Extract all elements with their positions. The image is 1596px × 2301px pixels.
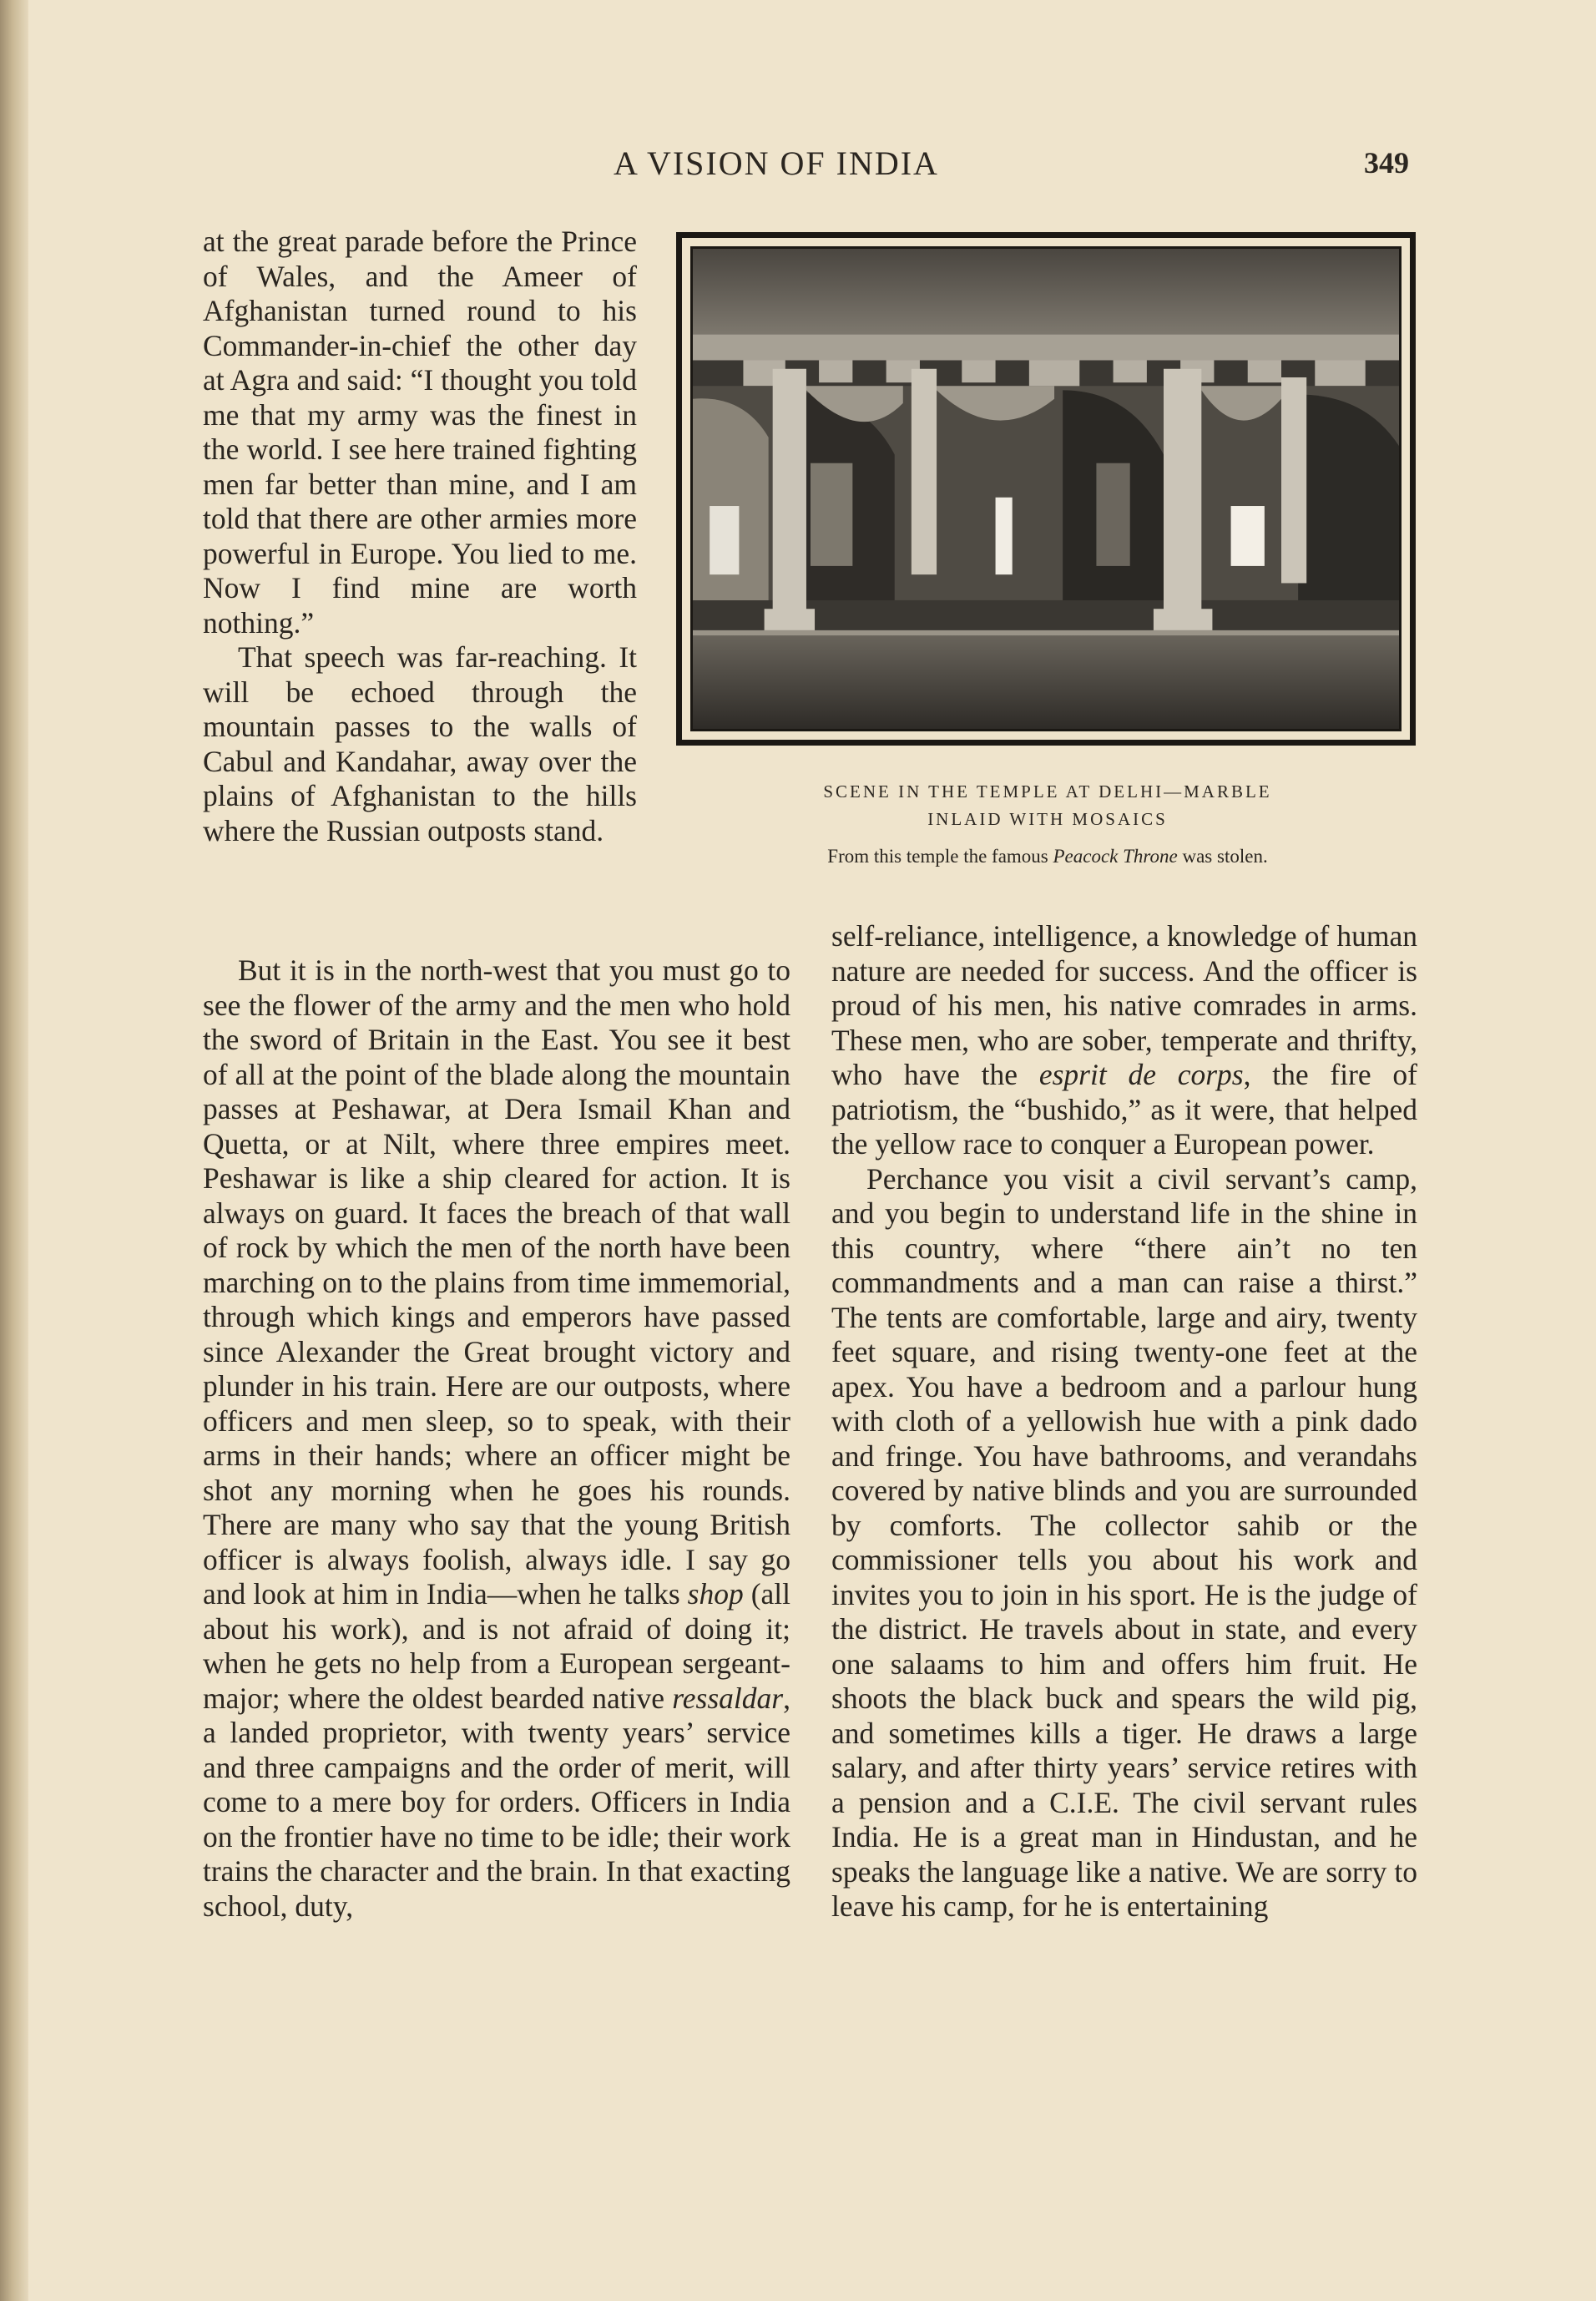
credit-text-start: From this temple the famous (827, 846, 1053, 867)
paragraph-text: , the fire of patriotism, the “bushido,” as it were, that helped the yellow race to conquer a European power. (831, 1058, 1417, 1161)
italic-word: ressaldar (672, 1681, 784, 1715)
paragraph-text: self-reliance, intelligence, a knowledge of human nature are needed for success. And the officer is proud of his men, his native comrades in arms. These men, who are sober, temperate and thrifty, who have the (831, 919, 1417, 1091)
caption-credit (700, 843, 1396, 870)
right-column (831, 919, 1417, 1924)
temple-photograph (676, 232, 1416, 746)
paragraph: at the great parade before the Prince of Wales, and the Ameer of Afghanistan turned round to his Commander-in-chief the other day at Agra and said: “I thought you told me that my army was the finest in the world. I see here trained fighting men far better than mine, and I am told that there are other armies more powerful in Europe. You lied to me. Now I find mine are worth nothing.” (203, 225, 637, 640)
italic-phrase: esprit de corps (1038, 1058, 1244, 1091)
paragraph: Perchance you visit a civil servant’s camp, and you begin to understand life in the shine in this country, where “there ain’t no ten commandments and a man can raise a thirst.” The tents are comfortable, large and airy, twenty feet square, and rising twenty-one feet at the apex. You have a bedroom and a parlour hung with cloth of a yellowish hue with a pink dado and fringe. You have bathrooms, and verandahs covered by native blinds and you are surrounded by comforts. The collector sahib or the commissioner tells you about his work and invites you to join in his sport. He is the judge of the district. He travels about in state, and every one salaams to him and offers him fruit. He shoots the black buck and spears the wild pig, and sometimes kills a tiger. He draws a large salary, and after thirty years’ service retires with a pension and a C.I.E. The civil servant rules India. He is a great man in Hindustan, and he speaks the language like a native. We are sorry to leave his camp, for he is entertaining (831, 1161, 1417, 1923)
page-header (0, 144, 1596, 194)
colonnade-image (693, 249, 1399, 729)
left-column-top (203, 225, 637, 848)
paragraph-text: (all about his work), and is not afraid of doing it; when he gets no help from a European sergeant-major; where the oldest bearded native (203, 1577, 790, 1715)
left-column (203, 953, 790, 1924)
credit-text-end: was stolen. (1177, 846, 1268, 867)
italic-word: shop (687, 1577, 744, 1611)
credit-italic: Peacock Throne (1053, 846, 1178, 867)
caption-title-line-1: SCENE IN THE TEMPLE AT DELHI—MARBLE (823, 781, 1272, 802)
caption-title-line-2: INLAID WITH MOSAICS (927, 809, 1168, 829)
photograph-frame (690, 246, 1402, 731)
paragraph: That speech was far-reaching. It will be echoed through the mountain passes to the walls of Cabul and Kandahar, away over the plains of Afghanistan to the hills where the Russian outposts stand. (203, 640, 637, 847)
book-spine-shadow (0, 0, 28, 2301)
paragraph-text: , a landed proprietor, with twenty years’ service and three campaigns and the order of merit, will come to a mere boy for orders. Officers in India on the frontier have no time to be idle; their work trains the character and the brain. In that exacting school, duty, (203, 1681, 790, 1923)
page-number: 349 (1364, 146, 1409, 180)
figure-caption (700, 778, 1396, 870)
paragraph (203, 953, 790, 1924)
running-title: A VISION OF INDIA (614, 144, 939, 182)
paragraph (831, 919, 1417, 1162)
paragraph-text: But it is in the north-west that you must go to see the flower of the army and the men who hold the sword of Britain in the East. You see it best of all at the point of the blade along the mountain passes at Peshawar, at Dera Ismail Khan and Quetta, or at Nilt, where three empires meet. Peshawar is like a ship cleared for action. It is always on guard. It faces the breach of that wall of rock by which the men of the north have been marching on to the plains from time immemorial, through which kings and emperors have passed since Alexander the Great brought victory and plunder in his train. Here are our outposts, where officers and men sleep, so to speak, with their arms in their hands; where an officer might be shot any morning when he goes his rounds. There are many who say that the young British officer is always foolish, always idle. I say go and look at him in India—when he talks (203, 953, 790, 1611)
